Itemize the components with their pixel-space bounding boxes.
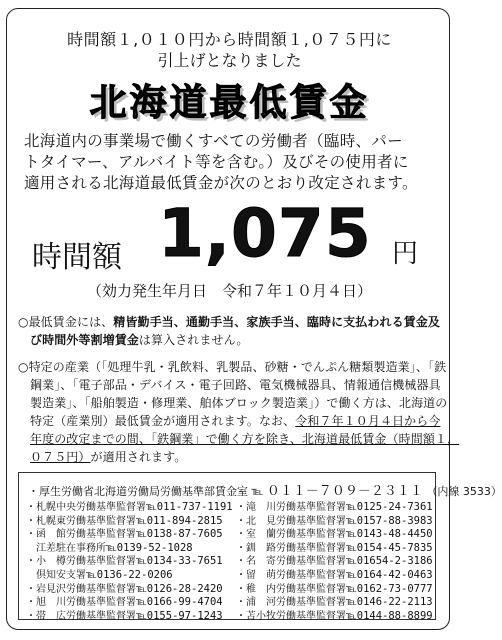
office-phone-number: 01654-2-3186 xyxy=(356,555,433,568)
office-city: ・小 樽 xyxy=(26,556,66,568)
office-phone-number: 011-894-2815 xyxy=(146,514,223,527)
office-phone-number: 0154-45-7835 xyxy=(356,541,433,554)
office-phone-number: 0164-42-0463 xyxy=(356,569,433,581)
office-phone-number: 0146-22-2113 xyxy=(356,596,433,609)
office-phone-number: 0166-99-4704 xyxy=(146,596,223,609)
office-type: 労働基準監督署 xyxy=(276,515,346,527)
office-type: 労働基準監督署 xyxy=(76,502,146,513)
office-phone-number: 0157-88-3983 xyxy=(356,514,433,527)
office-type: 労働基準監督署 xyxy=(276,597,346,609)
office-city: ・帯 広 xyxy=(26,610,66,622)
note2-line6-underlined: ０７５円） xyxy=(30,450,91,464)
office-city: ・札幌中央 xyxy=(26,502,76,513)
page-title: 北海道最低賃金 xyxy=(89,81,370,124)
office-entry xyxy=(26,607,223,622)
office-type: 労働基準監督署 xyxy=(66,529,136,541)
phone-icon: ℡ xyxy=(136,583,147,595)
office-phone-number: 0144-88-8899 xyxy=(356,609,433,622)
headline-line1: 時間額１,０１０円から時間額１,０７５円に xyxy=(67,30,392,49)
office-city: ・北 見 xyxy=(236,515,276,527)
phone-icon: ℡ xyxy=(136,529,147,541)
note2-line6-post: が適用されます。 xyxy=(90,450,187,464)
office-type: 労働基準監督署 xyxy=(276,610,346,622)
office-extension: （内線 3533） xyxy=(426,485,502,498)
office-type: 労働基準監督署 xyxy=(66,556,136,568)
office-type: 労働基準監督署 xyxy=(276,529,346,541)
note1-line1 xyxy=(18,313,440,330)
office-type: 労働基準監督署 xyxy=(66,583,136,595)
wage-unit: 円 xyxy=(392,239,419,269)
office-phone-number: 0136-22-0206 xyxy=(96,569,173,581)
office-type: 労働基準監督署 xyxy=(66,597,136,609)
office-phone-number: 0125-24-7361 xyxy=(356,501,433,513)
paragraph-line3: 適用される北海道最低賃金が次のとおり改定されます。 xyxy=(24,174,418,192)
note1-line2 xyxy=(30,331,249,348)
office-entry xyxy=(236,607,433,622)
phone-icon: ℡ xyxy=(346,583,357,595)
note1-post: は算入されません。 xyxy=(138,333,249,347)
office-type: 労働基準監督署 xyxy=(276,583,346,595)
office-phone-number: 0143-48-4450 xyxy=(356,528,433,541)
office-phone-number: 0139-52-1028 xyxy=(116,541,193,554)
office-phone-number: 0162-73-0777 xyxy=(356,582,433,595)
note2-line4-underlined: 令和７年１０月４日から今 xyxy=(295,414,441,428)
phone-icon: ℡ xyxy=(106,542,117,554)
office-city: 倶知安支署 xyxy=(26,570,86,581)
office-phone-number: 011-737-1191 xyxy=(156,501,233,513)
note2-text1: 特定の産業（「処理牛乳・乳飲料、乳製品、砂糖・でんぷん糖類製造業」、「鉄 xyxy=(28,360,447,374)
office-phone-number: 0155-97-1243 xyxy=(146,609,223,622)
office-type: 労働基準監督署 xyxy=(66,515,136,527)
phone-icon: ℡ xyxy=(346,542,357,554)
office-header xyxy=(28,480,502,499)
office-city: ・札幌東 xyxy=(26,515,66,527)
office-city: ・稚 内 xyxy=(236,583,276,595)
office-type: 労働基準監督署 xyxy=(66,610,136,622)
office-type: 労働基準監督署 xyxy=(276,502,346,513)
phone-icon: ℡ xyxy=(346,556,357,568)
paragraph-line1: 北海道内の事業場で働くすべての労働者（臨時、パー xyxy=(24,132,403,150)
office-city: ・函 館 xyxy=(26,529,66,541)
effective-date: （効力発生年月日 令和７年１０月４日） xyxy=(86,282,372,300)
office-city: ・浦 河 xyxy=(236,597,276,609)
note2-line6 xyxy=(30,448,186,465)
office-city: ・釧 路 xyxy=(236,542,276,554)
phone-icon: ℡ xyxy=(146,502,157,513)
office-city: ・旭 川 xyxy=(26,597,66,609)
office-city: ・岩見沢 xyxy=(26,583,66,595)
office-phone-number: 0126-28-2420 xyxy=(146,582,223,595)
phone-icon: ℡ xyxy=(346,597,357,609)
phone-icon: ℡ xyxy=(136,610,147,622)
phone-icon: ℡ xyxy=(86,570,97,581)
paragraph-line2: トタイマー、アルバイト等を含む。）及びその使用者に xyxy=(24,153,409,171)
note2-line2: 鋼業」、「電子部品・デバイス・電子回路、電気機械器具、情報通信機械器具 xyxy=(30,378,441,392)
office-name: ・厚生労働省北海道労働局労働基準部賃金室 xyxy=(28,485,248,498)
note1-bold2: び時間外等割増賃金 xyxy=(30,333,139,347)
wage-amount: 1,075 xyxy=(158,195,372,272)
note-mark: ○ xyxy=(18,360,29,374)
note2-line3: 製造業」、「船舶製造・修理業、舶体ブロック製造業」）で働く方は、北海道の xyxy=(30,396,448,410)
office-phone-number: 0138-87-7605 xyxy=(146,528,223,541)
headline-line2: 引上げとなりました xyxy=(157,51,302,70)
phone-icon: ℡ xyxy=(346,610,357,622)
office-city: ・名 寄 xyxy=(236,556,276,568)
office-type: 労働基準監督署 xyxy=(276,570,346,581)
phone-icon: ℡ xyxy=(136,515,147,527)
office-city: ・苫小牧 xyxy=(236,610,276,622)
note1-pre: 最低賃金には、 xyxy=(28,315,114,329)
phone-icon: ℡ xyxy=(346,529,357,541)
phone-icon: ℡ xyxy=(346,502,357,513)
note2-line1 xyxy=(18,358,446,375)
office-city: 江差駐在事務所 xyxy=(26,542,106,554)
note2-line5: 年度の改定までの間、「鉄鋼業」で働く方を除き、北海道最低賃金（時間額１， xyxy=(30,432,460,446)
wage-label: 時間額 xyxy=(32,240,122,275)
note2-line4-pre: 特定（産業別）最低賃金が適用されます。なお、 xyxy=(30,414,296,428)
phone-icon: ℡ xyxy=(251,485,264,498)
office-phone-number: 0134-33-7651 xyxy=(146,555,223,568)
phone-icon: ℡ xyxy=(136,597,147,609)
note1-bold1: 精皆勤手当、通勤手当、家族手当、臨時に支払われる賃金及 xyxy=(113,315,440,329)
office-phone: ０１１－７０９－２３１１ xyxy=(266,484,423,499)
office-type: 労働基準監督署 xyxy=(276,542,346,554)
phone-icon: ℡ xyxy=(346,515,357,527)
phone-icon: ℡ xyxy=(346,570,357,581)
note-mark: ○ xyxy=(18,315,29,329)
office-city: ・留 萌 xyxy=(236,570,276,581)
office-type: 労働基準監督署 xyxy=(276,556,346,568)
phone-icon: ℡ xyxy=(136,556,147,568)
note2-line4 xyxy=(30,412,440,429)
office-city: ・室 蘭 xyxy=(236,529,276,541)
office-city: ・滝 川 xyxy=(236,502,276,513)
